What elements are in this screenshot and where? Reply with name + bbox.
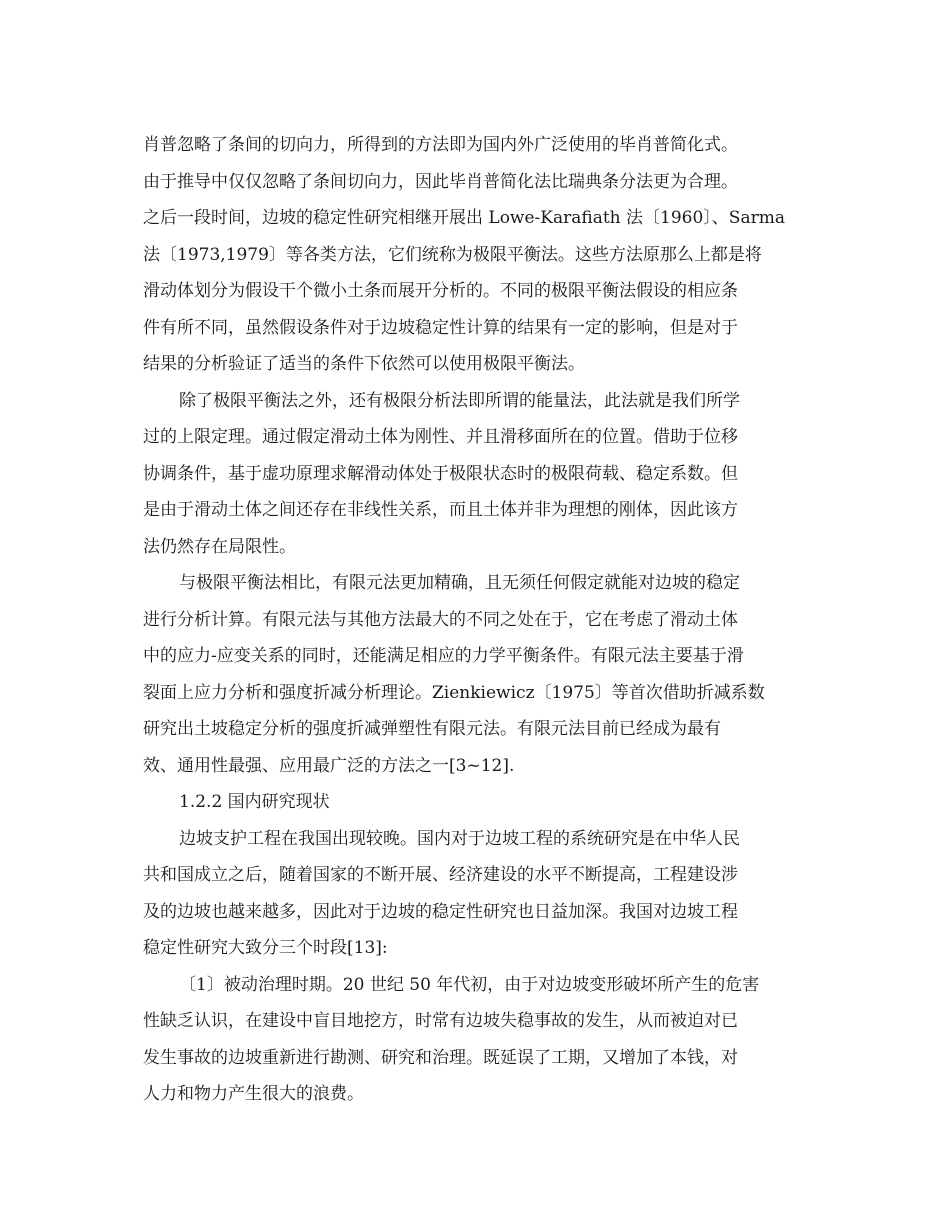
text-line: 由于推导中仅仅忽略了条间切向力，因此毕肖普简化法比瑞典条分法更为合理。 — [143, 171, 738, 192]
text-line: 人力和物力产生很大的浪费。 — [143, 1084, 364, 1104]
text-line: 是由于滑动土体之间还存在非线性关系，而且土体并非为理想的刚体，因此该方 — [143, 500, 738, 520]
text-line: 除了极限平衡法之外，还有极限分析法即所谓的能量法，此法就是我们所学 — [179, 390, 740, 411]
text-line: 发生事故的边坡重新进行勘测、研究和治理。既延误了工期，又增加了本钱，对 — [143, 1047, 738, 1068]
text-line: 件有所不同，虽然假设条件对于边坡稳定性计算的结果有一定的影响，但是对于 — [143, 317, 738, 338]
text-line: 研究出土坡稳定分析的强度折减弹塑性有限元法。有限元法目前已经成为最有 — [143, 719, 721, 739]
text-line: 稳定性研究大致分三个时段[13]: — [143, 938, 388, 958]
text-line: 边坡支护工程在我国出现较晚。国内对于边坡工程的系统研究是在中华人民 — [179, 828, 740, 849]
text-line: 进行分析计算。有限元法与其他方法最大的不同之处在于，它在考虑了滑动土体 — [143, 609, 738, 630]
heading-text: 1.2.2 国内研究现状 — [179, 792, 330, 812]
text-line: 结果的分析验证了适当的条件下依然可以使用极限平衡法。 — [143, 354, 585, 374]
text-line: 〔1〕被动治理时期。20 世纪 50 年代初，由于对边坡变形破坏所产生的危害 — [179, 974, 760, 995]
paragraph — [143, 127, 815, 383]
text-line: 及的边坡也越来越多，因此对于边坡的稳定性研究也日益加深。我国对边坡工程 — [143, 901, 738, 922]
text-line: 协调条件，基于虚功原理求解滑动体处于极限状态时的极限荷载、稳定系数。但 — [143, 463, 738, 484]
text-line: 性缺乏认识，在建设中盲目地挖方，时常有边坡失稳事故的发生，从而被迫对已 — [143, 1011, 738, 1031]
text-line: 法〔1973,1979〕等各类方法，它们统称为极限平衡法。这些方法原那么上都是将 — [143, 244, 762, 265]
document-body — [143, 127, 815, 1113]
text-line: 之后一段时间，边坡的稳定性研究相继开展出 Lowe-Karafiath 法〔1960〕、Sarma — [143, 208, 785, 228]
text-line: 裂面上应力分析和强度折减分析理论。Zienkiewicz〔1975〕等首次借助折减系数 — [143, 682, 765, 703]
text-line: 肖普忽略了条间的切向力，所得到的方法即为国内外广泛使用的毕肖普简化式。 — [143, 135, 738, 155]
paragraph — [143, 383, 815, 566]
text-line: 过的上限定理。通过假定滑动土体为刚性、并且滑移面所在的位置。借助于位移 — [143, 427, 738, 447]
text-line: 共和国成立之后，随着国家的不断开展、经济建设的水平不断提高，工程建设涉 — [143, 865, 738, 885]
section-heading — [143, 784, 815, 821]
text-line: 滑动体划分为假设干个微小土条而展开分析的。不同的极限平衡法假设的相应条 — [143, 281, 738, 301]
paragraph — [143, 565, 815, 784]
text-line: 效、通用性最强、应用最广泛的方法之一[3~12]. — [143, 755, 515, 776]
text-line: 法仍然存在局限性。 — [143, 536, 296, 557]
text-line: 中的应力-应变关系的同时，还能满足相应的力学平衡条件。有限元法主要基于滑 — [143, 646, 744, 666]
paragraph — [143, 967, 815, 1113]
text-line: 与极限平衡法相比，有限元法更加精确，且无须任何假定就能对边坡的稳定 — [179, 573, 740, 593]
paragraph — [143, 821, 815, 967]
